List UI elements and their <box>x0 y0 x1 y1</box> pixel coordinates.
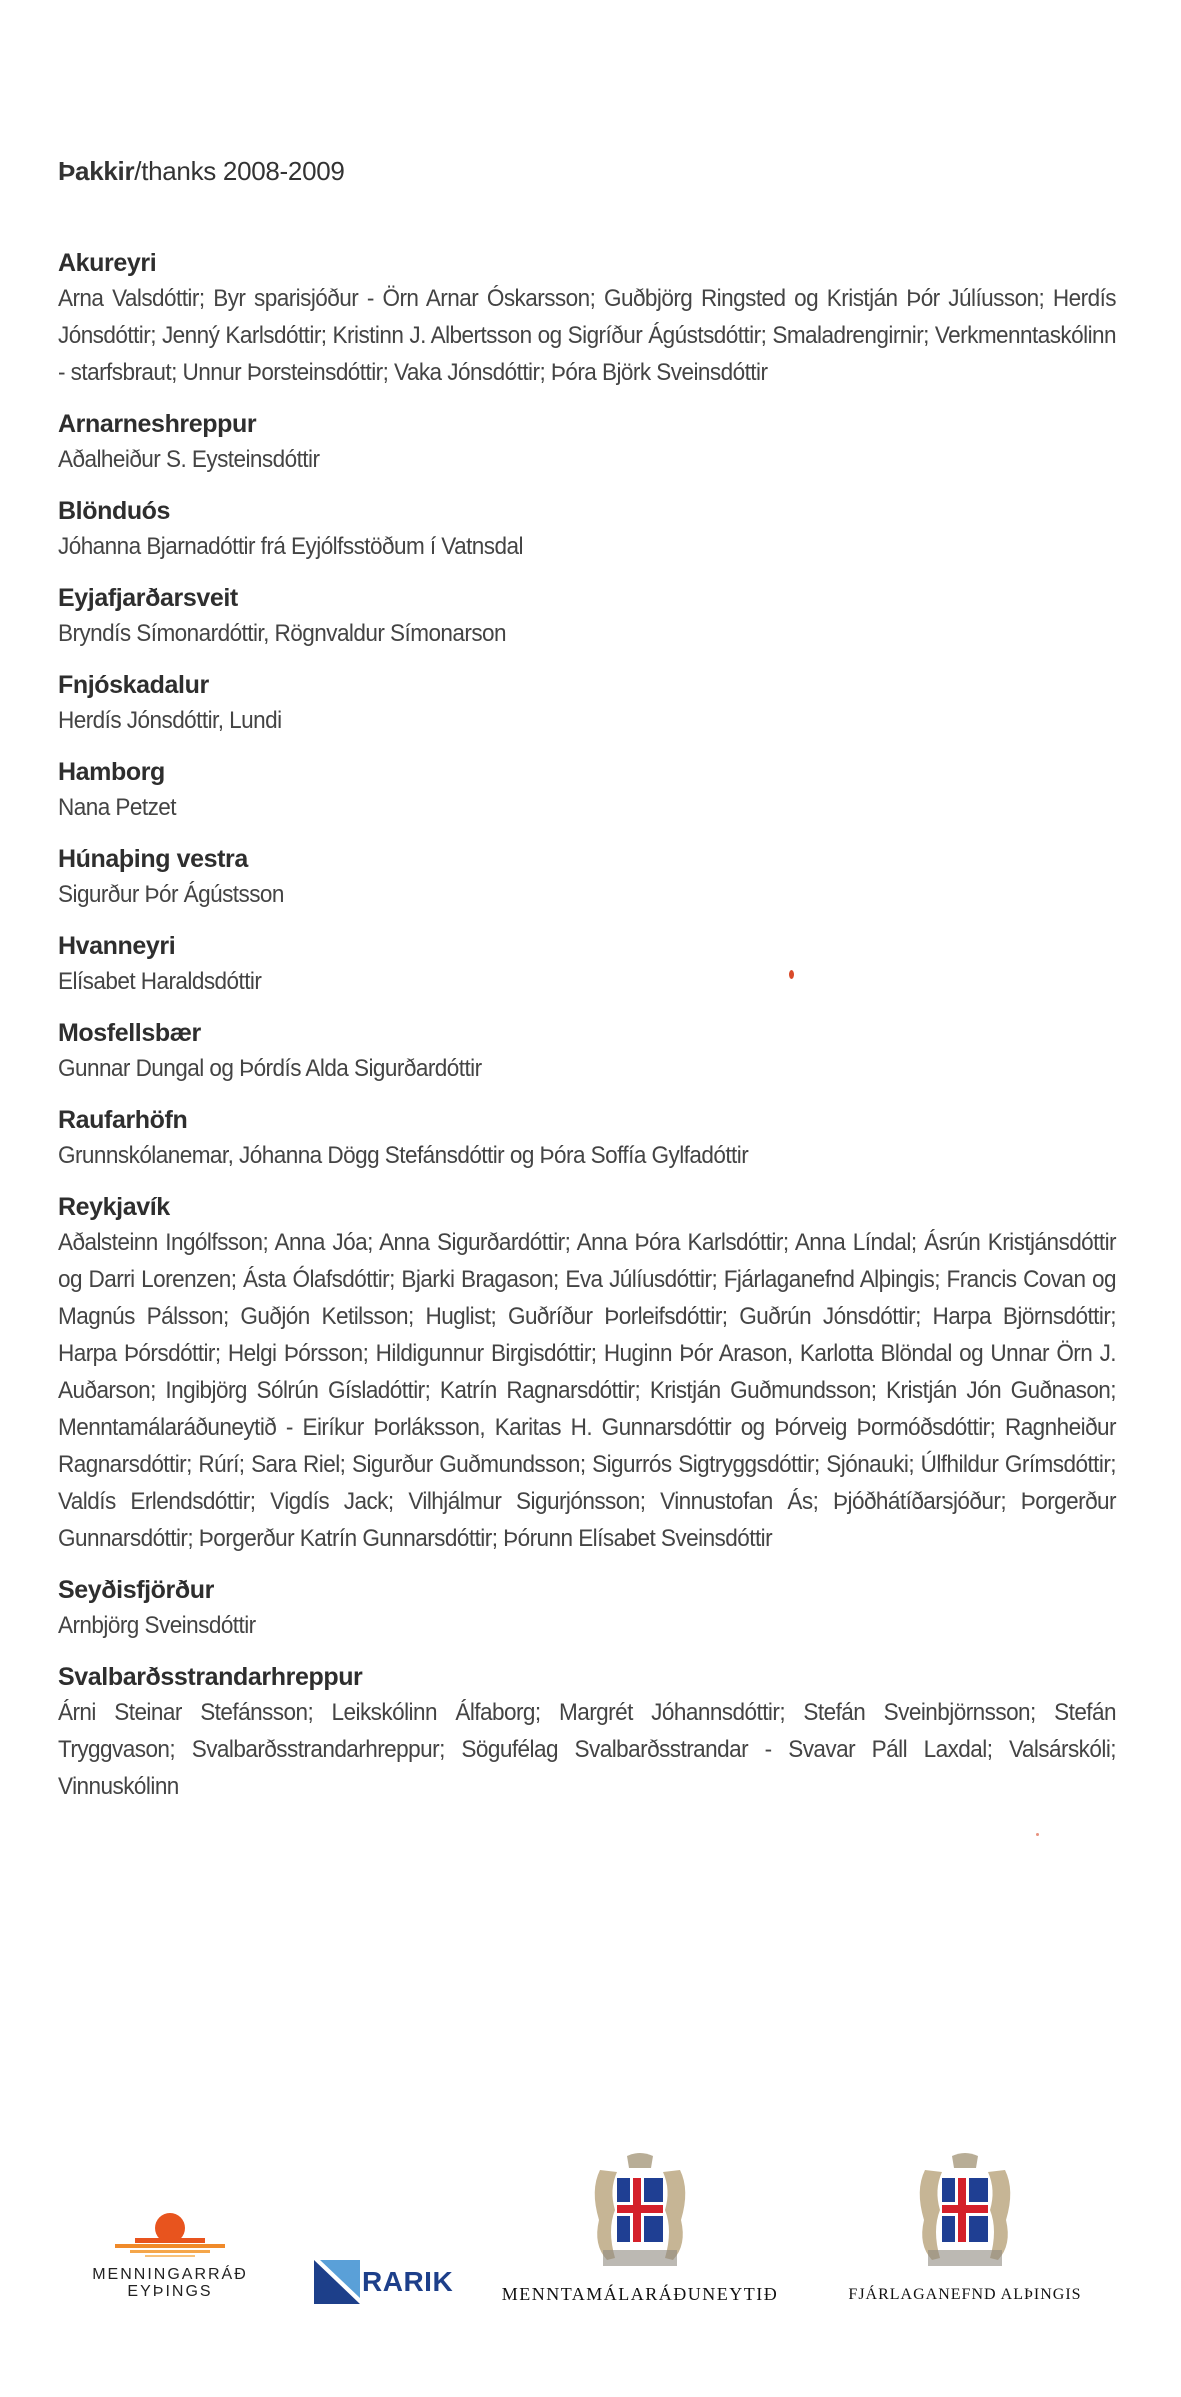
place-heading: Húnaþing vestra <box>58 845 248 873</box>
place-heading: Akureyri <box>58 249 157 277</box>
sponsor-logos <box>0 2150 1181 2310</box>
place-heading: Svalbarðsstrandarhreppur <box>58 1663 363 1691</box>
thanks-section <box>58 1660 1116 1805</box>
names-list: Herdís Jónsdóttir, Lundi <box>58 707 282 734</box>
names-list: Nana Petzet <box>58 794 176 821</box>
place-heading: Mosfellsbær <box>58 1019 201 1047</box>
names-list: Bryndís Símonardóttir, Rögnvaldur Símonarson <box>58 620 507 647</box>
menningarrad-region: EYÞINGS <box>127 2283 213 2300</box>
names-list: Árni Steinar Stefánsson; Leikskólinn Álfaborg; Margrét Jóhannsdóttir; Stefán Sveinbjörnsson; Stefán Tryggvason; Svalbarðsstrandarhreppur; Sögufélag Svalbarðsstrandar - Svavar Páll Laxdal; Valsárskóli; Vinnuskólinn <box>58 1699 1116 1800</box>
thanks-section <box>58 755 1116 826</box>
fjarlaganefnd-name: FJÁRLAGANEFND ALÞINGIS <box>848 2286 1082 2303</box>
thanks-section <box>58 842 1116 913</box>
thanks-section <box>58 1016 1116 1087</box>
thanks-list <box>58 246 1116 1821</box>
place-heading: Eyjafjarðarsveit <box>58 584 238 612</box>
names-list: Elísabet Haraldsdóttir <box>58 968 262 995</box>
rarik-name: RARIK <box>362 2266 454 2297</box>
place-heading: Hvanneyri <box>58 932 176 960</box>
names-list: Aðalheiður S. Eysteinsdóttir <box>58 446 320 473</box>
menningarrad-logo <box>70 2210 270 2300</box>
fjarlaganefnd-logo <box>820 2150 1110 2310</box>
sun-icon <box>105 2210 235 2266</box>
menningarrad-name: MENNINGARRÁÐ <box>92 2266 248 2283</box>
names-list: Arna Valsdóttir; Byr sparisjóður - Örn Arnar Óskarsson; Guðbjörg Ringsted og Kristján Þór Júlíusson; Herdís Jónsdóttir; Jenný Karlsdóttir; Kristinn J. Albertsson og Sigríður Ágústsdóttir; Smaladrengirnir; Verkmenntaskólinn - starfsbraut; Unnur Þorsteinsdóttir; Vaka Jónsdóttir; Þóra Björk Sveinsdóttir <box>58 285 1116 386</box>
menntamalaraduneytid-logo <box>500 2150 780 2310</box>
thanks-section <box>58 246 1116 391</box>
place-heading: Hamborg <box>58 758 165 786</box>
thanks-section <box>58 1103 1116 1174</box>
names-list: Sigurður Þór Ágústsson <box>58 881 284 908</box>
speck-mark <box>1036 1833 1039 1836</box>
title-bold: Þakkir <box>58 156 135 186</box>
place-heading: Blönduós <box>58 497 171 525</box>
thanks-section <box>58 1190 1116 1557</box>
thanks-section <box>58 581 1116 652</box>
place-heading: Fnjóskadalur <box>58 671 209 699</box>
place-heading: Raufarhöfn <box>58 1106 188 1134</box>
names-list: Grunnskólanemar, Jóhanna Dögg Stefánsdóttir og Þóra Soffía Gylfadóttir <box>58 1142 749 1169</box>
thanks-section <box>58 1573 1116 1644</box>
names-list: Arnbjörg Sveinsdóttir <box>58 1612 256 1639</box>
menntamalaraduneytid-name: MENNTAMÁLARÁÐUNEYTIÐ <box>501 2284 779 2304</box>
rarik-mark-icon <box>314 2260 360 2304</box>
thanks-section <box>58 668 1116 739</box>
thanks-section <box>58 929 1116 1000</box>
title-rest: /thanks 2008-2009 <box>134 156 345 186</box>
names-list: Gunnar Dungal og Þórdís Alda Sigurðardóttir <box>58 1055 482 1082</box>
place-heading: Reykjavík <box>58 1193 170 1221</box>
speck-mark <box>789 970 794 979</box>
names-list: Jóhanna Bjarnadóttir frá Eyjólfsstöðum í Vatnsdal <box>58 533 523 560</box>
thanks-section <box>58 407 1116 478</box>
names-list: Aðalsteinn Ingólfsson; Anna Jóa; Anna Sigurðardóttir; Anna Þóra Karlsdóttir; Anna Líndal; Ásrún Kristjánsdóttir og Darri Lorenzen; Ásta Ólafsdóttir; Bjarki Bragason; Eva Júlíusdóttir; Fjárlaganefnd Alþingis; Francis Covan og Magnús Pálsson; Guðjón Ketilsson; Huglist; Guðríður Þorleifsdóttir; Guðrún Jónsdóttir; Harpa Björnsdóttir; Harpa Þórsdóttir; Helgi Þórsson; Hildigunnur Birgisdóttir; Huginn Þór Arason, Karlotta Blöndal og Unnar Örn J. Auðarson; Ingibjörg Sólrún Gísladóttir; Katrín Ragnarsdóttir; Kristján Guðmundsson; Kristján Jón Guðnason; Menntamálaráðuneytið - Eiríkur Þorláksson, Karitas H. Gunnarsdóttir og Þórveig Þormóðsdóttir; Ragnheiður Ragnarsdóttir; Rúrí; Sara Riel; Sigurður Guðmundsson; Sigurrós Sigtryggsdóttir; Sjónauki; Úlfhildur Grímsdóttir; Valdís Erlendsdóttir; Vigdís Jack; Vilhjálmur Sigurjónsson; Vinnustofan Ás; Þjóðhátíðarsjóður; Þorgerður Gunnarsdóttir; Þorgerður Katrín Gunnarsdóttir; Þórunn Elísabet Sveinsdóttir <box>58 1229 1116 1552</box>
coat-of-arms-icon <box>585 2150 695 2280</box>
place-heading: Arnarneshreppur <box>58 410 257 438</box>
page-title <box>58 156 345 187</box>
place-heading: Seyðisfjörður <box>58 1576 214 1604</box>
coat-of-arms-icon <box>910 2150 1020 2280</box>
thanks-section <box>58 494 1116 565</box>
rarik-logo <box>314 2260 474 2308</box>
